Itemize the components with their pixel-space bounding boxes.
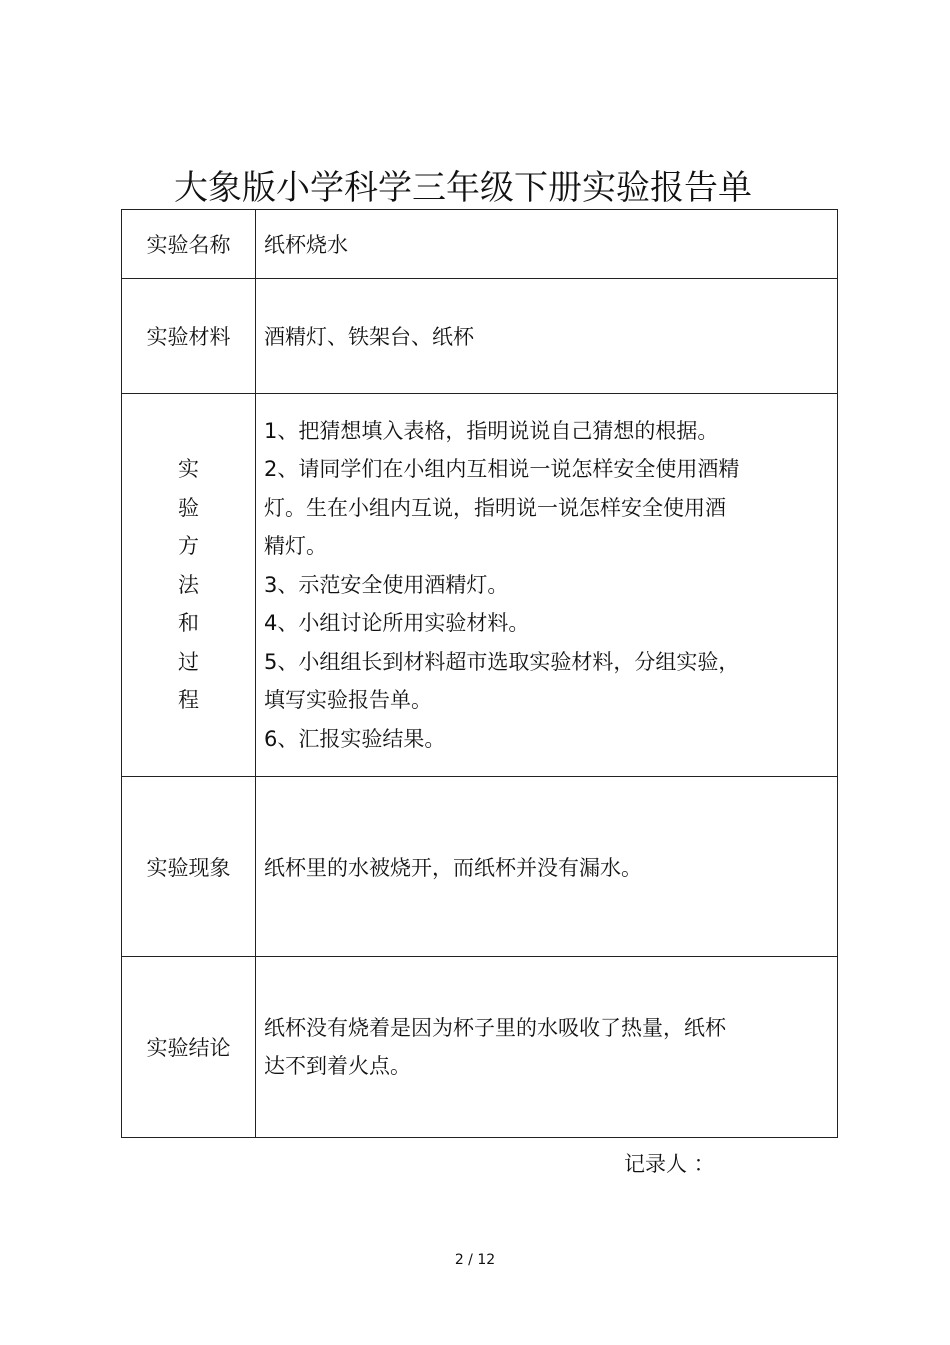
label-char: 法 — [178, 572, 199, 597]
process-line: 5、小组组长到材料超市选取实验材料，分组实验， — [264, 649, 740, 674]
label-method-process — [122, 394, 256, 777]
value-experiment-name: 纸杯烧水 — [256, 210, 838, 279]
label-char: 过 — [178, 649, 199, 674]
report-title: 大象版小学科学三年级下册实验报告单 — [174, 168, 752, 208]
page-number: 2 / 12 — [454, 1252, 496, 1268]
value-conclusion — [256, 957, 838, 1138]
conclusion-line: 纸杯没有烧着是因为杯子里的水吸收了热量，纸杯 — [264, 1015, 726, 1040]
row-conclusion — [122, 957, 838, 1138]
process-line: 3、示范安全使用酒精灯。 — [264, 572, 509, 597]
experiment-report-table — [121, 209, 838, 1138]
process-line: 4、小组讨论所用实验材料。 — [264, 611, 530, 636]
process-line: 填写实验报告单。 — [264, 688, 432, 713]
value-observation: 纸杯里的水被烧开，而纸杯并没有漏水。 — [256, 777, 838, 957]
row-materials — [122, 279, 838, 394]
conclusion-text — [264, 1009, 797, 1086]
label-char: 和 — [178, 611, 199, 636]
vertical-label — [122, 450, 255, 720]
process-line: 灯。生在小组内互说，指明说一说怎样安全使用酒 — [264, 495, 726, 520]
process-line: 1、把猜想填入表格，指明说说自己猜想的根据。 — [264, 418, 719, 443]
label-char: 程 — [178, 688, 199, 713]
label-observation: 实验现象 — [122, 777, 256, 957]
process-steps — [264, 412, 797, 759]
row-experiment-name — [122, 210, 838, 279]
conclusion-line: 达不到着火点。 — [264, 1054, 411, 1078]
value-method-process — [256, 394, 838, 777]
process-line: 2、请同学们在小组内互相说一说怎样安全使用酒精 — [264, 457, 740, 482]
recorder-label: 记录人 ： — [624, 1152, 715, 1176]
label-materials: 实验材料 — [122, 279, 256, 394]
label-char: 验 — [178, 495, 199, 520]
row-observation — [122, 777, 838, 957]
label-conclusion: 实验结论 — [122, 957, 256, 1138]
label-char: 方 — [178, 534, 199, 559]
label-char: 实 — [178, 457, 199, 482]
value-materials: 酒精灯、铁架台、纸杯 — [256, 279, 838, 394]
process-line: 精灯。 — [264, 534, 327, 559]
row-method-process — [122, 394, 838, 777]
label-experiment-name: 实验名称 — [122, 210, 256, 279]
process-line: 6、汇报实验结果。 — [264, 726, 446, 751]
